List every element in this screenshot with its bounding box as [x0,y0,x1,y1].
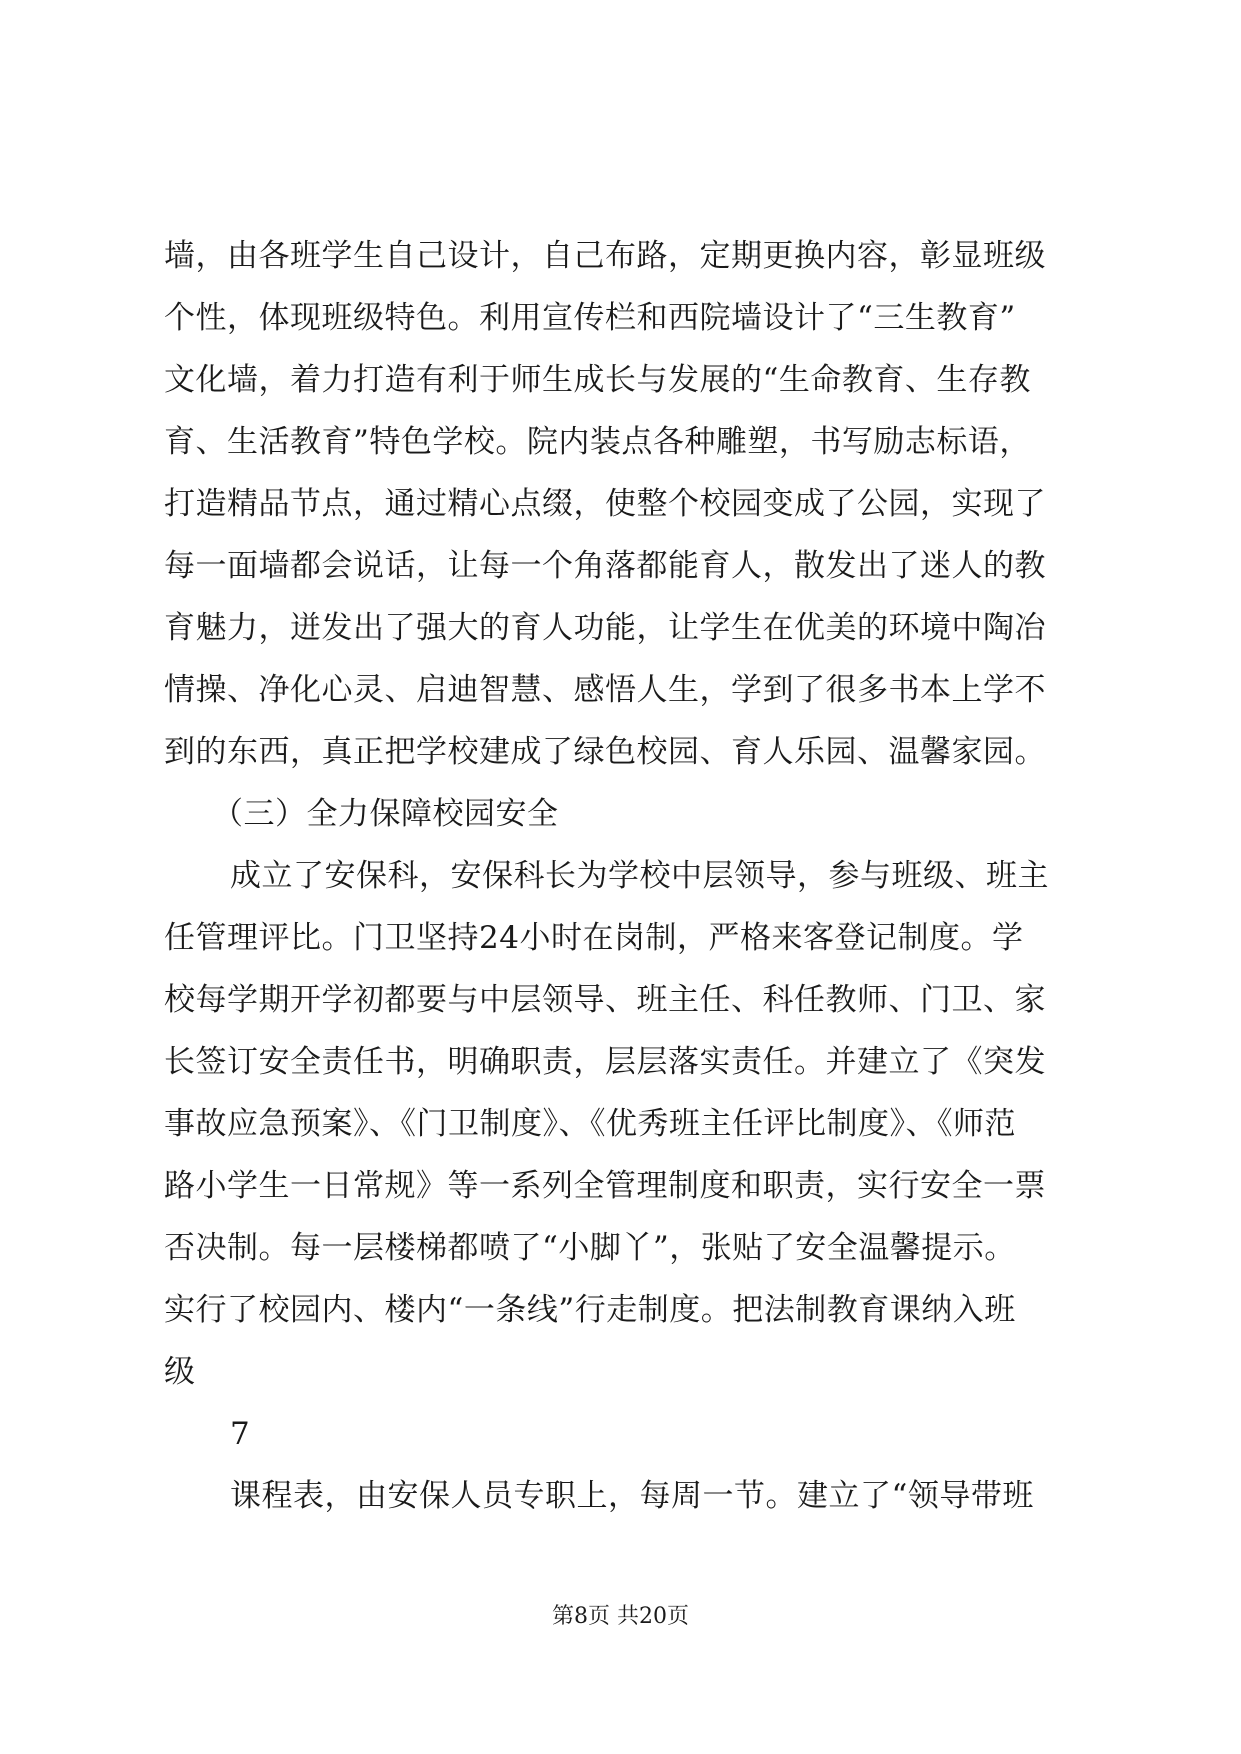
body-text-line: 到的东西，真正把学校建成了绿色校园、育人乐园、温馨家园。 [164,734,1046,770]
body-text-line: 否决制。每一层楼梯都喷了“小脚丫”，张贴了安全温馨提示。 [164,1230,1016,1266]
section-heading: （三）全力保障校园安全 [212,796,559,832]
body-text-line: 成立了安保科，安保科长为学校中层领导，参与班级、班主 [230,858,1049,894]
body-text-line: 育魅力，迸发出了强大的育人功能，让学生在优美的环境中陶冶 [164,610,1046,646]
body-text-line: 文化墙，着力打造有利于师生成长与发展的“生命教育、生存教 [164,362,1031,398]
body-text-line: 实行了校园内、楼内“一条线”行走制度。把法制教育课纳入班 [164,1292,1016,1328]
body-text-line: 个性，体现班级特色。利用宣传栏和西院墙设计了“三生教育” [164,300,1016,336]
body-text-line: 打造精品节点，通过精心点缀，使整个校园变成了公园，实现了 [164,486,1046,522]
body-text-line: 每一面墙都会说话，让每一个角落都能育人，散发出了迷人的教 [164,548,1046,584]
body-text-line: 墙，由各班学生自己设计，自己布路，定期更换内容，彰显班级 [164,238,1046,274]
page-footer: 第8页 共20页 [552,1604,689,1629]
body-text-line: 路小学生一日常规》等一系列全管理制度和职责，实行安全一票 [164,1168,1046,1204]
body-text-line: 长签订安全责任书，明确职责，层层落实责任。并建立了《突发 [164,1044,1046,1080]
page-marker: 7 [230,1416,251,1452]
body-text-line: 校每学期开学初都要与中层领导、班主任、科任教师、门卫、家 [164,982,1046,1018]
body-text-line: 情操、净化心灵、启迪智慧、感悟人生，学到了很多书本上学不 [164,672,1046,708]
body-text-line: 级 [164,1354,196,1390]
body-text-line: 育、生活教育”特色学校。院内装点各种雕塑，书写励志标语， [164,424,1031,460]
body-text-line: 任管理评比。门卫坚持24小时在岗制，严格来客登记制度。学 [164,920,1024,956]
body-text-line: 课程表，由安保人员专职上，每周一节。建立了“领导带班 [230,1478,1034,1514]
body-text-line: 事故应急预案》、《门卫制度》、《优秀班主任评比制度》、《师范 [164,1106,1016,1142]
